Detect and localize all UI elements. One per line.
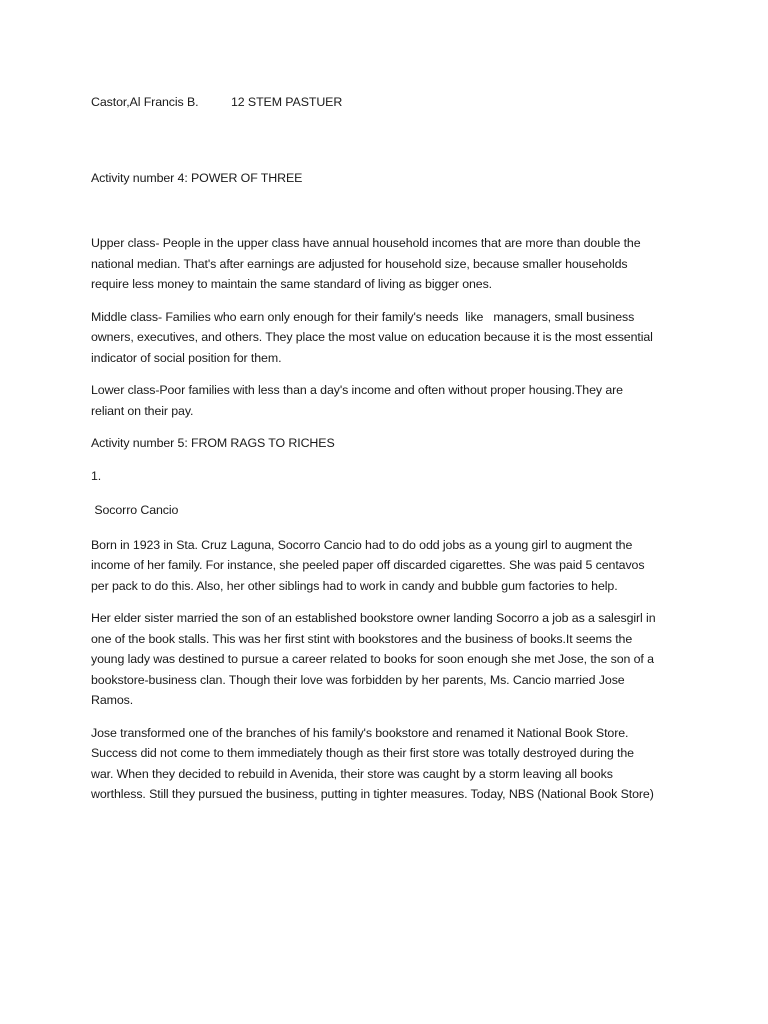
paragraph-line: reliant on their pay. [91, 403, 194, 418]
paragraph-line: Her elder sister married the son of an established bookstore owner landing Socorro a job as a salesgirl in [91, 611, 656, 625]
spacer [91, 188, 681, 233]
paragraph-middle-class [91, 307, 681, 369]
paragraph-line: Jose transformed one of the branches of his family's bookstore and renamed it National Book Store. [91, 725, 629, 740]
paragraph-line: Success did not come to them immediately though as their first store was totally destroyed during the [91, 746, 634, 760]
activity5-title: Activity number 5: FROM RAGS TO RICHES [91, 436, 335, 450]
list-item-number-block [91, 466, 681, 487]
paragraph-line: income of her family. For instance, she peeled paper off discarded cigarettes. She was paid 5 centavos [91, 558, 645, 572]
paragraph-upper-class [91, 233, 681, 295]
paragraph-line: national median. That's after earnings are adjusted for household size, because smaller households [91, 256, 628, 271]
paragraph-line: Middle class- Families who earn only enough for their family's needs like managers, small business [91, 309, 635, 324]
paragraph-line: owners, executives, and others. They place the most value on education because it is the most essential [91, 330, 653, 344]
person-name-block [91, 500, 681, 521]
paragraph-line: Born in 1923 in Sta. Cruz Laguna, Socorro Cancio had to do odd jobs as a young girl to augment the [91, 537, 633, 552]
document-body [91, 92, 681, 817]
paragraph-line: young lady was destined to pursue a career related to books for soon enough she met Jose, the son of a [91, 652, 654, 666]
paragraph-line: war. When they decided to rebuild in Avenida, their store was caught by a storm leaving all books [91, 766, 613, 781]
paragraph-line: require less money to maintain the same standard of living as bigger ones. [91, 277, 493, 291]
student-name: Castor,Al Francis B. [91, 95, 199, 109]
paragraph-line: worthless. Still they pursued the business, putting in tighter measures. Today, NBS (National Book Store) [91, 787, 654, 801]
activity5-title-block [91, 433, 681, 454]
paragraph-line: Lower class-Poor families with less than a day's income and often without proper housing.They are [91, 383, 623, 397]
paragraph-bookstore [91, 608, 681, 711]
paragraph-line: per pack to do this. Also, her other siblings had to work in candy and bubble gum factories to help. [91, 578, 618, 593]
activity4-title: Activity number 4: POWER OF THREE [91, 170, 303, 185]
person-name: Socorro Cancio [91, 503, 179, 517]
paragraph-line: bookstore-business clan. Though their love was forbidden by her parents, Ms. Cancio married Jose [91, 672, 625, 687]
paragraph-line: Ramos. [91, 693, 134, 707]
paragraph-lower-class [91, 380, 681, 421]
paragraph-national-book-store [91, 723, 681, 805]
document-header [91, 92, 681, 113]
paragraph-line: indicator of social position for them. [91, 350, 282, 365]
paragraph-early-life [91, 535, 681, 597]
student-section: 12 STEM PASTUER [231, 95, 343, 109]
spacer [91, 113, 681, 168]
paragraph-line: Upper class- People in the upper class have annual household incomes that are more than double the [91, 236, 641, 250]
list-item-number: 1. [91, 468, 102, 483]
paragraph-line: one of the book stalls. This was her first stint with bookstores and the business of books.It seems the [91, 631, 633, 646]
